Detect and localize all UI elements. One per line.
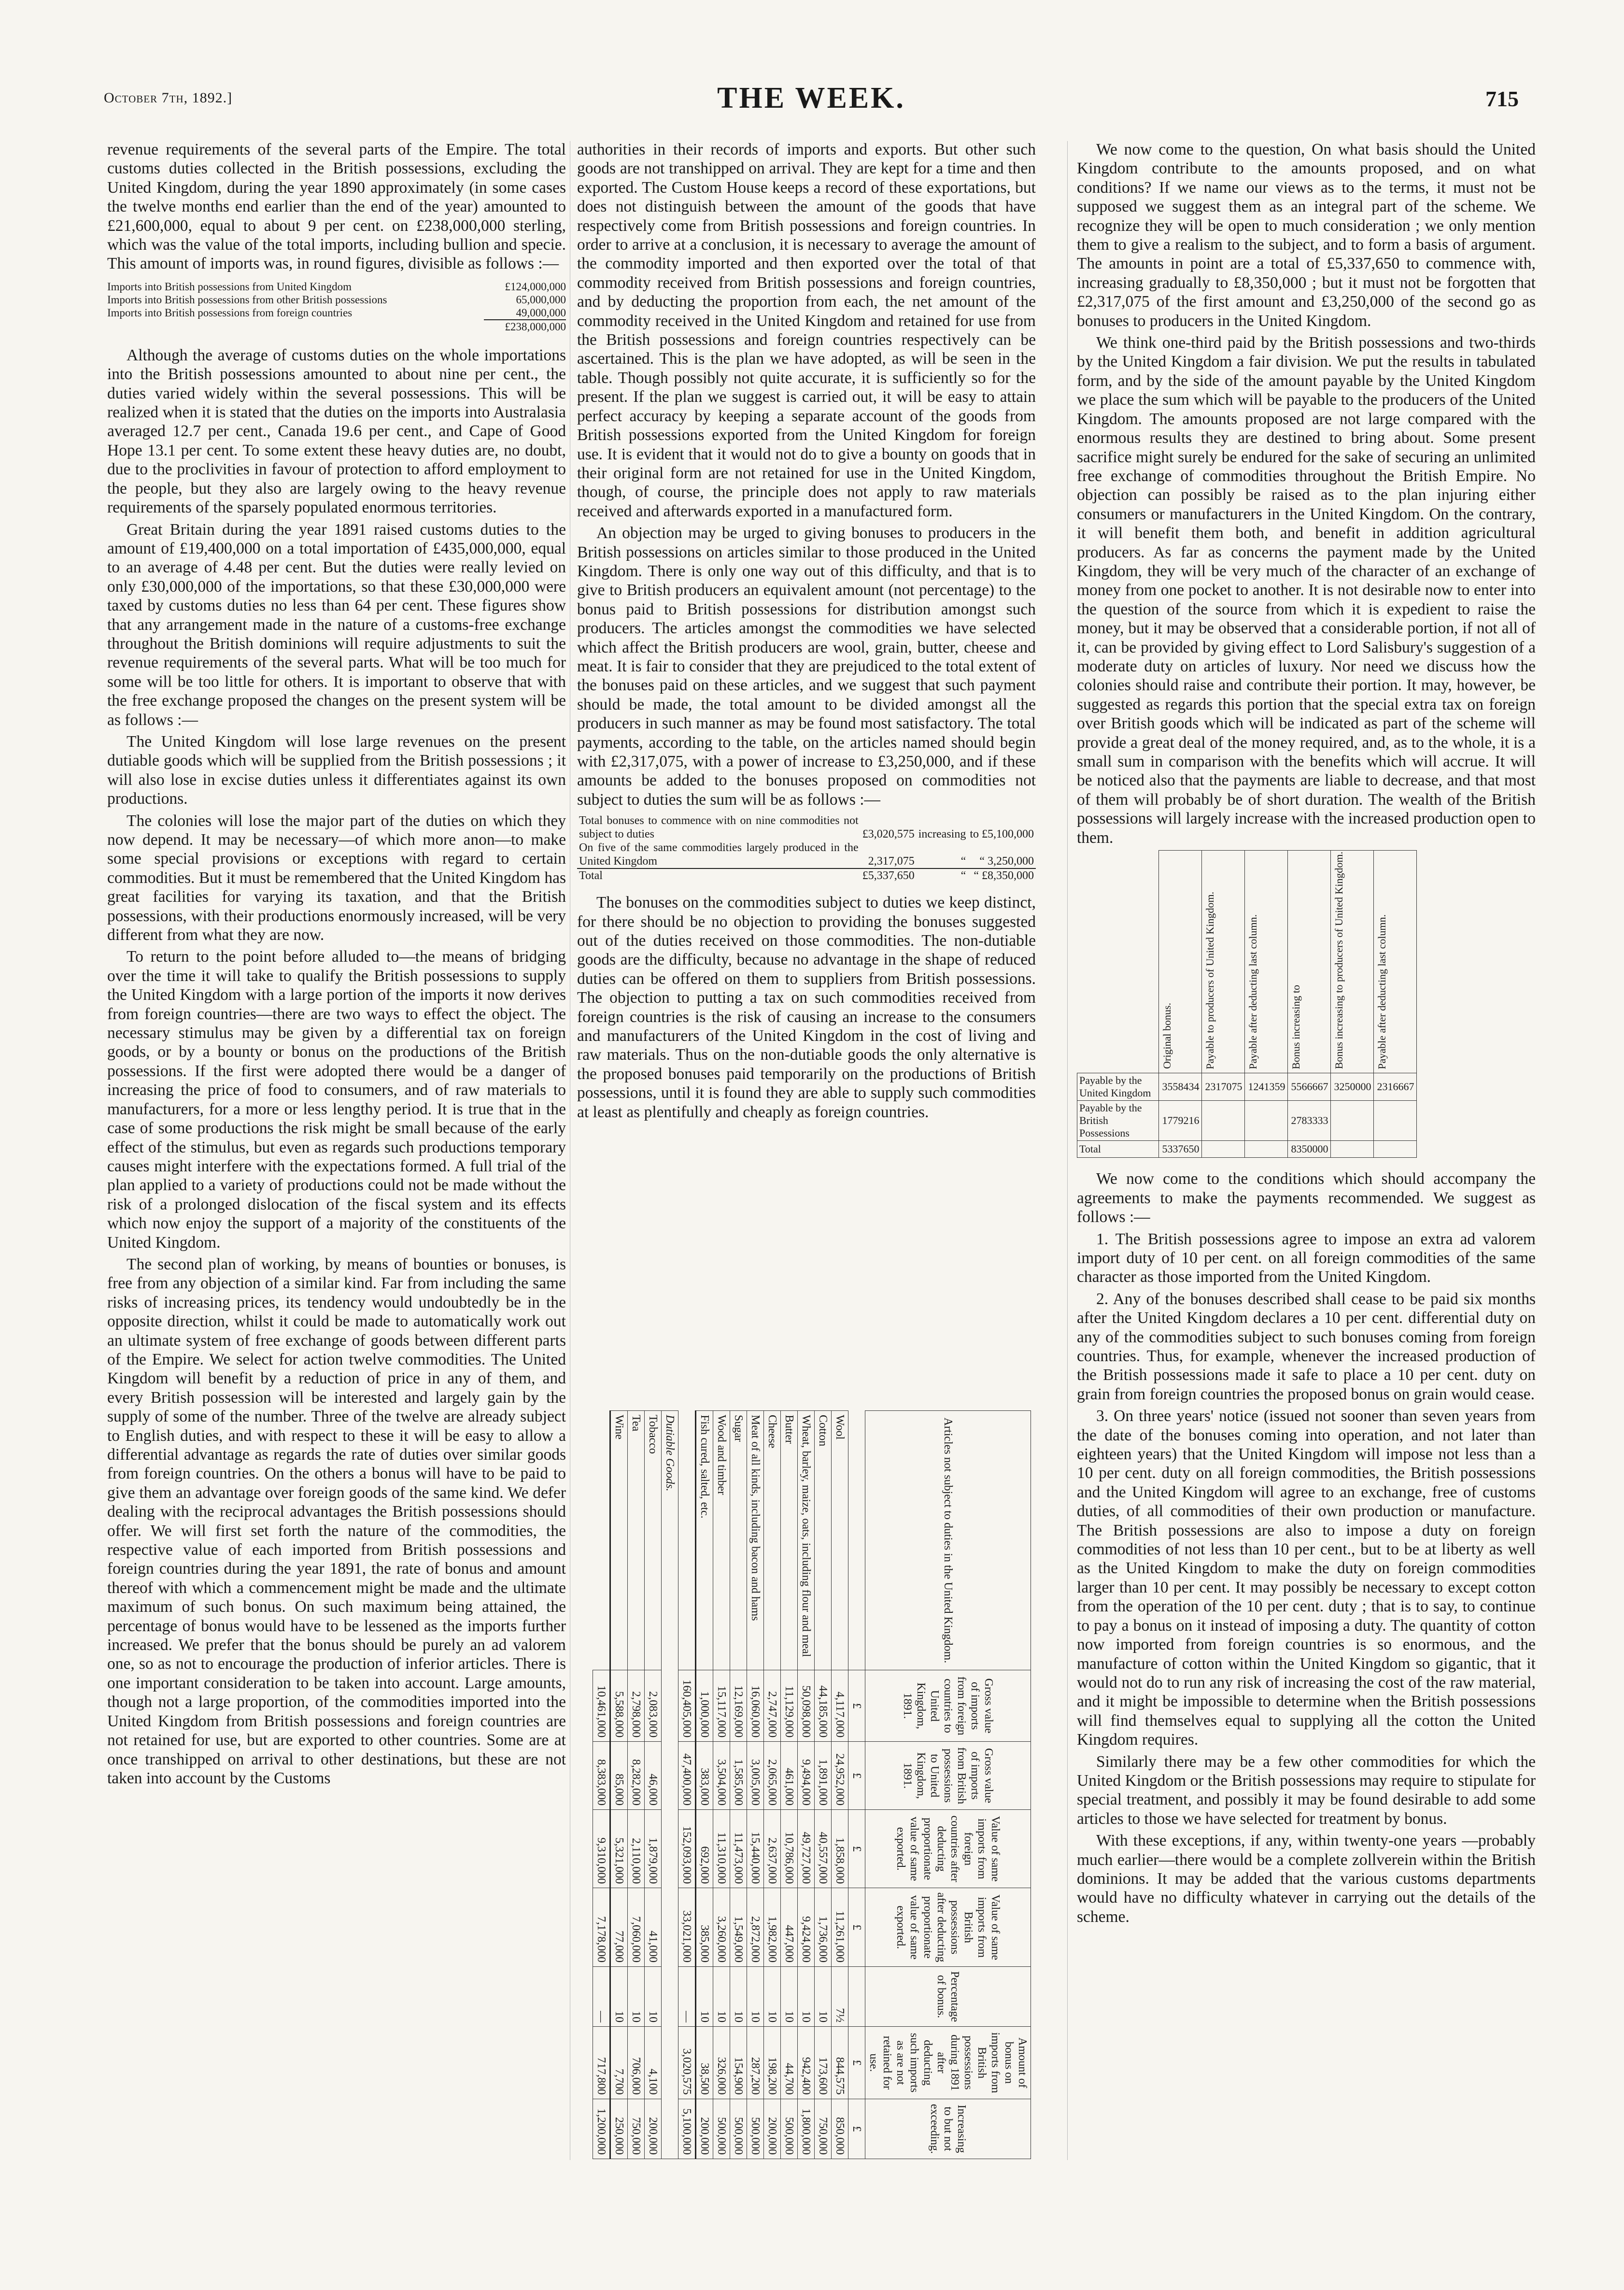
column-header-label: Payable after deducting last column.: [1375, 914, 1388, 1069]
cell: 77,000: [610, 1888, 628, 1967]
cell: [1373, 1101, 1416, 1141]
total-cell: 9,310,000: [593, 1809, 610, 1888]
row-value: £3,020,575: [862, 828, 915, 841]
cell: 850,000: [832, 2099, 848, 2159]
total-cell: 152,093,000: [678, 1809, 696, 1888]
cell: 326,000: [713, 2027, 730, 2099]
column-header: [1330, 851, 1373, 1073]
paragraph: Similarly there may be a few other commodities for which the United Kingdom or the British possessions may require to stipulate for special treatment, and possibly it may be found desirable to add some articles to those we have selected for treatment by bonus.: [1077, 1752, 1536, 1828]
cell: 385,000: [696, 1888, 713, 1967]
total-cell: 10,461,000: [593, 1670, 610, 1742]
table-row: [713, 1411, 730, 2159]
cell: 200,000: [645, 2099, 662, 2159]
cell: 38,500: [696, 2027, 713, 2099]
cell: 10: [713, 1966, 730, 2026]
cell: 2,872,000: [747, 1888, 764, 1967]
cell: 10: [696, 1966, 713, 2026]
cell: 5,588,000: [610, 1670, 628, 1742]
cell: 85,000: [610, 1742, 628, 1810]
cell: 200,000: [696, 2099, 713, 2159]
total-cell: 47,400,000: [678, 1742, 696, 1810]
column-header: Gross value of imports from foreign countries to United Kingdom, 1891.: [865, 1670, 1031, 1742]
cell: 692,000: [696, 1809, 713, 1888]
cell: [1330, 1141, 1373, 1158]
cell: 1,736,000: [815, 1888, 832, 1967]
article-name: Wheat, barley, maize, oats, including flour and meal: [798, 1411, 815, 1670]
cell: 2,798,000: [628, 1670, 645, 1742]
cell: 1,879,000: [645, 1809, 662, 1888]
table-row: [107, 280, 566, 293]
cell: 5,321,000: [610, 1809, 628, 1888]
row-value: “: [917, 868, 968, 882]
cell: 11,129,000: [781, 1670, 798, 1742]
unit-cell: £: [848, 2099, 865, 2159]
column-header: [1244, 851, 1287, 1073]
row-label: Imports into British possessions from United Kingdom: [107, 280, 352, 293]
cell: 1,858,000: [832, 1809, 848, 1888]
table-total-row: [678, 1411, 696, 2159]
cell: 3558434: [1158, 1073, 1201, 1101]
cell: 50,098,000: [798, 1670, 815, 1742]
cell: 9,424,000: [798, 1888, 815, 1967]
commodities-table: [593, 1410, 1031, 2159]
issue-date: October 7th, 1892.]: [104, 90, 233, 106]
cell: 12,169,000: [730, 1670, 747, 1742]
cell: 173,600: [815, 2027, 832, 2099]
cell: 4,100: [645, 2027, 662, 2099]
article-name: Wood and timber: [713, 1411, 730, 1670]
row-value: 49,000,000: [516, 306, 566, 319]
unit-cell: £: [848, 1809, 865, 1888]
table-header-row: [865, 1411, 1031, 2159]
paragraph: The second plan of working, by means of bounties or bonuses, is free from any objection of a similar kind. Far from including the same risks of increasing prices, its tendency would undoubtedly be in the opposite direction, whilst it could be made to automatically work out an ultimate system of free exchange of goods between different parts of the Empire. We select for action twelve commodities. The United Kingdom will benefit by a reduction of price in any of them, and every British possession will be interested and largely gain by the supply of some of the number. Three of the twelve are already subject to English duties, and with respect to these it will be easy to allow a differential advantage as regards the rate of duties over similar goods from foreign countries. On the others a bonus will have to be paid to give them an advantage over foreign goods of the same kind. We defer dealing with the reciprocal advantages the British possessions should offer. We will first set forth the nature of the commodities, the respective value of each imported from British possessions and foreign countries during the year 1891, the rate of bonus and amount thereof with which a commencement might be made and the ultimate maximum of such bonus. On such maximum being attained, the percentage of bonus would have to be lessened as the imports further increased. We prefer that the bonus should be purely an ad valorem one, so as not to encourage the production of inferior articles. There is one important consideration to be taken into account. Large amounts, though not a large proportion, of the commodities imported into the United Kingdom from British possessions and foreign countries are not retained for use, but are exported to other countries. Some are at once transhipped on arrival to other destinations, but these are not taken into account by the Customs: [107, 1255, 566, 1787]
page-number: 715: [1485, 86, 1519, 111]
total-cell: 717,800: [593, 2027, 610, 2099]
cell: 500,000: [713, 2099, 730, 2159]
column-header: Articles not subject to duties in the United Kingdom.: [865, 1411, 1031, 1670]
page-header: [104, 81, 1519, 125]
paragraph: 2. Any of the bonuses described shall cease to be paid six months after the United Kingdom declares a 10 per cent. differential duty on any of the commodities subject to such bonuses coming from foreign countries. Thus, for example, whenever the increased production of the British possessions made it safe to place a 10 per cent. duty on grain from foreign countries the proposed bonus on grain would cease.: [1077, 1290, 1536, 1403]
row-label: On five of the same commodities largely produced in the United Kingdom: [579, 841, 859, 868]
paragraph: Great Britain during the year 1891 raised customs duties to the amount of £19,400,000 on a total importation of £435,000,000, equal to an average of 4.48 per cent. But the duties were really levied on only £30,000,000 of the importations, so that these £30,000,000 were taxed by customs duties no less than 64 per cent. These figures show that any arrangement made in the nature of a customs-free exchange throughout the British dominions will require adjustments to suit the revenue requirements of the several parts. What will be too much for some will be too little for others. It is important to observe that with the free exchange proposed the changes on the present system will be as follows :—: [107, 520, 566, 729]
cell: 500,000: [781, 2099, 798, 2159]
table-row: [781, 1411, 798, 2159]
cell: 7,700: [610, 2027, 628, 2099]
column-2: [577, 140, 1036, 1124]
table-row: [764, 1411, 781, 2159]
row-label: Payable by the British Possessions: [1077, 1101, 1159, 1141]
cell: 1,000,000: [696, 1670, 713, 1742]
row-label: Imports into British possessions from foreign countries: [107, 306, 353, 319]
cell: 10: [747, 1966, 764, 2026]
cell: 3,504,000: [713, 1742, 730, 1810]
column-header-label: Payable after deducting last column.: [1246, 914, 1259, 1069]
cell: [1330, 1101, 1373, 1141]
paragraph: The United Kingdom will lose large revenues on the present dutiable goods which will be supplied from the British possessions ; it will also lose in excise duties unless it differentiates against its own productions.: [107, 732, 566, 808]
table-row: [610, 1411, 628, 2159]
column-header: Percentage of bonus.: [865, 1966, 1031, 2026]
table-total-row: [577, 868, 1036, 882]
row-label: Payable by the United Kingdom: [1077, 1073, 1159, 1101]
cell: 10: [610, 1966, 628, 2026]
column-header: Value of same imports from British possessions after deducting proportionate value of same exported.: [865, 1888, 1031, 1967]
cell: 461,000: [781, 1742, 798, 1810]
table-row: [577, 841, 1036, 868]
row-value: “ 3,250,000: [979, 855, 1034, 868]
cell: [1244, 1141, 1287, 1158]
paragraph: We think one-third paid by the British possessions and two-thirds by the United Kingdom a fair division. We put the results in tabulated form, and by the side of the amount payable by the United Kingdom we place the sum which will be payable to the producers of the United Kingdom. The amounts proposed are not large compared with the enormous results they are destined to bring about. Some present sacrifice might surely be endured for the sake of securing an unlimited free exchange of commodities throughout the British Empire. No objection can possibly be raised as to the plan injuring either consumers or manufacturers in the United Kingdom. On the contrary, it will benefit them both, and benefit in addition agricultural producers. As far as concerns the payment made by the United Kingdom, they will be very much of the character of an exchange of money from one pocket to another. It is not desirable now to enter into the question of the source from which it is expedient to raise the money, but it may be observed that a considerable portion, if not all of it, can be provided by giving effect to Lord Salisbury's suggestion of a moderate duty on articles of luxury. Nor need we discuss how the colonies should raise and contribute their portion. It may, however, be suggested as regards this portion that the special extra tax on foreign over British goods which will be indicated as part of the scheme will provide a great deal of the money required, and, as to the whole, it is a small sum in comparison with the benefits which will accrue. It will be noticed also that the payments are liable to decrease, and that most of them will probably be of short duration. The wealth of the British possessions will largely increase with the increased production open to them.: [1077, 334, 1536, 847]
unit-cell: £: [848, 1888, 865, 1967]
cell: [1373, 1141, 1416, 1158]
unit-cell: £: [848, 1742, 865, 1810]
cell: 2,083,000: [645, 1670, 662, 1742]
row-label: Total: [1077, 1141, 1159, 1158]
cell: 10: [815, 1966, 832, 2026]
cell: 2,747,000: [764, 1670, 781, 1742]
section-heading: Dutiable Goods.: [662, 1411, 678, 2159]
table-total-row: [107, 320, 566, 333]
cell: 1,800,000: [798, 2099, 815, 2159]
total-spacer: [593, 1411, 610, 1670]
cell: 11,473,000: [730, 1809, 747, 1888]
cell: 11,310,000: [713, 1809, 730, 1888]
total-cell: 5,100,000: [678, 2099, 696, 2159]
cell: 44,185,000: [815, 1670, 832, 1742]
cell: 198,200: [764, 2027, 781, 2099]
total-spacer: [678, 1411, 696, 1670]
table-row: [1077, 1141, 1417, 1158]
cell: 447,000: [781, 1888, 798, 1967]
total-cell: 33,021,000: [678, 1888, 696, 1967]
cell: 44,700: [781, 2027, 798, 2099]
column-header-label: Payable to producers of United Kingdom.: [1203, 891, 1216, 1069]
cell: 5566667: [1287, 1073, 1330, 1101]
table-row: [107, 306, 566, 320]
row-label: Total bonuses to commence with on nine commodities not subject to duties: [579, 814, 859, 841]
cell: 750,000: [815, 2099, 832, 2159]
row-value: to £5,100,000: [970, 828, 1034, 841]
article-name: Butter: [781, 1411, 798, 1670]
column-3: [1077, 140, 1536, 1929]
table-total-row: [593, 1411, 610, 2159]
cell: [1201, 1141, 1244, 1158]
column-header-label: Bonus increasing to: [1289, 984, 1302, 1069]
cell: 1779216: [1158, 1101, 1201, 1141]
cell: 250,000: [610, 2099, 628, 2159]
article-name: Wool: [832, 1411, 848, 1670]
table-row: [1077, 1073, 1417, 1101]
paragraph: We now come to the conditions which should accompany the agreements to make the payments recommended. We suggest as follows :—: [1077, 1170, 1536, 1226]
cell: 10: [798, 1966, 815, 2026]
cell: 200,000: [764, 2099, 781, 2159]
article-name: Tea: [628, 1411, 645, 1670]
cell: 8,282,000: [628, 1742, 645, 1810]
cell: 1,549,000: [730, 1888, 747, 1967]
row-value: £124,000,000: [505, 280, 566, 293]
column-header: Amount of bonus on imports from British possessions during 1891 after deducting such imports as are not retained for use.: [865, 2027, 1031, 2099]
cell: 3250000: [1330, 1073, 1373, 1101]
paragraph: The bonuses on the commodities subject to duties we keep distinct, for there should be no objection to providing the bonuses suggested out of the duties received on those commodities. The non-dutiable goods are the difficulty, because no advantage in the shape of reduced duties can be offered on them to suppliers from British possessions. The objection to putting a tax on such commodities received from foreign countries is the risk of causing an increase to the consumers and manufacturers of the United Kingdom in the cost of living and raw materials. Thus on the non-dutiable goods the only alternative is the proposed bonuses paid temporarily on the productions of British possessions, until it is found they are able to supply such commodities at least as plentifully and cheaply as foreign countries.: [577, 894, 1036, 1121]
cell: 2,065,000: [764, 1742, 781, 1810]
cell: [1244, 1101, 1287, 1141]
cell: 10: [628, 1966, 645, 2026]
section-row: [662, 1411, 678, 2159]
table-row: [577, 814, 1036, 841]
table-row: [696, 1411, 713, 2159]
unit-cell: [848, 1966, 865, 2026]
cell: 1,585,000: [730, 1742, 747, 1810]
cell: 750,000: [628, 2099, 645, 2159]
table-row: [645, 1411, 662, 2159]
cell: 7½: [832, 1966, 848, 2026]
cell: 287,200: [747, 2027, 764, 2099]
row-label: Imports into British possessions from other British possessions: [107, 293, 387, 306]
cell: 2,110,000: [628, 1809, 645, 1888]
paragraph: We now come to the question, On what basis should the United Kingdom contribute to the amounts proposed, and on what conditions? If we name our views as to the terms, it must not be supposed we suggest them as an integral part of the scheme. We recognize they will be open to much consideration ; we only mention them to give a realism to the subject, and to form a basis of argument. The amounts in point are a total of £5,337,650 to commence with, increasing gradually to £8,350,000 ; but it must not be forgotten that £2,317,075 of the first amount and £3,250,000 of the second go as bonuses to producers in the United Kingdom.: [1077, 141, 1536, 330]
paragraph: Although the average of customs duties on the whole importations into the British possessions amounted to about nine per cent., the duties varied widely within the several possessions. This will be realized when it is stated that the duties on the imports into Australasia averaged 12.7 per cent., Canada 19.6 per cent., and Cape of Good Hope 13.1 per cent. To some extent these heavy duties are, no doubt, due to the proclivities in favour of protection to afford employment to the people, but they also are largely owing to the heavy revenue requirements of the sparsely populated enormous territories.: [107, 346, 566, 517]
column-header: Gross value of imports from British possessions to United Kingdom, 1891.: [865, 1742, 1031, 1810]
cell: 706,000: [628, 2027, 645, 2099]
total-cell: 3,020,575: [678, 2027, 696, 2099]
article-name: Fish cured, salted, etc.: [696, 1411, 713, 1670]
bonus-summary-table: [577, 814, 1036, 882]
cell: 8350000: [1287, 1141, 1330, 1158]
cell: 15,440,000: [747, 1809, 764, 1888]
total-cell: 1,200,000: [593, 2099, 610, 2159]
article-name: Meat of all kinds, including bacon and hams: [747, 1411, 764, 1670]
cell: 844,575: [832, 2027, 848, 2099]
table-row: [730, 1411, 747, 2159]
total-cell: —: [593, 1966, 610, 2026]
paragraph: With these exceptions, if any, within twenty-one years —probably much earlier—there would be a complete zollverein within the British dominions. It may be added that the various customs departments would have no difficulty whatever in carrying out the details of the scheme.: [1077, 1832, 1536, 1926]
cell: 7,060,000: [628, 1888, 645, 1967]
table-row: [798, 1411, 815, 2159]
cell: 10: [764, 1966, 781, 2026]
article-name: Cotton: [815, 1411, 832, 1670]
cell: [1201, 1101, 1244, 1141]
column-rule: [1067, 141, 1068, 2160]
cell: 40,557,000: [815, 1809, 832, 1888]
row-label: Total: [577, 868, 861, 882]
table-row: [832, 1411, 848, 2159]
row-value: £5,337,650: [861, 868, 917, 882]
cell: 4,117,000: [832, 1670, 848, 1742]
total-value: £238,000,000: [484, 320, 566, 333]
cell: 500,000: [747, 2099, 764, 2159]
units-row: [848, 1411, 865, 2159]
unit-cell: £: [848, 1670, 865, 1742]
payments-table: [1077, 850, 1417, 1158]
cell: 383,000: [696, 1742, 713, 1810]
paragraph: To return to the point before alluded to—the means of bridging over the time it will take to qualify the British possessions to supply the United Kingdom with a large portion of the imports it now derives from foreign countries—there are two ways to effect the object. The necessary stimulus may be given by a differential tax on foreign goods, or by a bounty or bonus on the productions of the British possessions. If the first were adopted there would be a danger of increasing the price of food to consumers, and of raw materials to manufacturers, for a more or less lengthy period. It is true that in the case of some productions the risk might be small because of the early effect of the stimulus, but even as regards such productions temporary causes might interfere with the expectations formed. A full trial of the plan applied to a variety of productions could not be made without the risk of a prolonged dislocation of the fiscal system and its effects which now enjoy the support of a majority of the constituents of the United Kingdom.: [107, 948, 566, 1252]
cell: 10: [730, 1966, 747, 2026]
table-header-row: [1077, 851, 1417, 1073]
column-header: [1158, 851, 1201, 1073]
unit-cell: £: [848, 2027, 865, 2099]
cell: 10: [645, 1966, 662, 2026]
cell: 2783333: [1287, 1101, 1330, 1141]
paragraph: revenue requirements of the several parts of the Empire. The total customs duties collected in the British possessions, excluding the United Kingdom, during the year 1890 approximately (in some cases the twelve months end earlier than the end of the year) amounted to £21,600,000, equal to about 9 per cent. on £238,000,000 sterling, which was the value of the total imports, including bullion and specie. This amount of imports was, in round figures, divisible as follows :—: [107, 141, 566, 273]
paragraph: The colonies will lose the major part of the duties on which they now depend. It may be necessary—of which more anon—to make some special provisions or exceptions with regard to certain commodities. But it must be remembered that the United Kingdom has great facilities for varying its taxation, and that the British possessions, with their productions enormously increased, will be very different from what they are now.: [107, 811, 566, 944]
publication-title: THE WEEK.: [717, 82, 905, 114]
row-value: increasing: [918, 828, 966, 841]
column-1: [107, 140, 566, 1791]
table-row: [107, 293, 566, 306]
cell: 10: [781, 1966, 798, 2026]
column-header-label: Bonus increasing to producers of United Kingdom.: [1332, 852, 1345, 1069]
cell: 16,060,000: [747, 1670, 764, 1742]
cell: 46,000: [645, 1742, 662, 1810]
table-row: [628, 1411, 645, 2159]
total-cell: 7,178,000: [593, 1888, 610, 1967]
column-header: Value of same imports from foreign countries after deducting proportionate value of same exported.: [865, 1809, 1031, 1888]
cell: 3,005,000: [747, 1742, 764, 1810]
units-spacer: [848, 1411, 865, 1670]
row-value: “ £8,350,000: [968, 868, 1036, 882]
paragraph: An objection may be urged to giving bonuses to producers in the British possessions on articles similar to those produced in the United Kingdom. There is only one way out of this difficulty, and that is to give to British producers an equivalent amount (not percentage) to the bonus paid to British possessions for distribution amongst such producers. The articles amongst the commodities we have selected which affect the British producers are wool, grain, butter, cheese and meat. It is fair to consider that they are prejudiced to the total extent of the bonuses paid on these articles, and we suggest that such payment should be made, the total amount to be divided amongst all the producers in such manner as may be found most satisfactory. The total payments, according to the table, on the articles named should begin with £2,317,075, with a power of increase to £3,250,000, and if these amounts be added to the bonuses proposed on commodities not subject to duties the sum will be as follows :—: [577, 524, 1036, 809]
column-header: [1373, 851, 1416, 1073]
paragraph: authorities in their records of imports and exports. But other such goods are not transhipped on arrival. They are kept for a time and then exported. The Custom House keeps a record of these exportations, but does not distinguish between the amount of the goods that have respectively come from British possessions and foreign countries. In order to arrive at a conclusion, it is necessary to average the amount of the commodity imported and then exported over the total of that commodity received from British possessions and foreign countries, and by deducting the proportion from each, the net amount of the commodity received in the United Kingdom and retained for use from the British possessions and foreign countries respectively can be ascertained. This is the plan we have adopted, as will be seen in the table. Though possibly not quite accurate, it is sufficiently so for the present. If the plan we suggest is carried out, it will be easy to attain perfect accuracy by keeping a separate account of the goods from British possessions exported from the United Kingdom for foreign use. It is evident that it would not do to give a bounty on goods that in their original form are not retained for use in the United Kingdom, though, of course, the principle does not apply to raw materials received and afterwards exported in a manufactured form.: [577, 141, 1036, 520]
table-row: [747, 1411, 764, 2159]
cell: 11,261,000: [832, 1888, 848, 1967]
column-header-label: Original bonus.: [1160, 1003, 1173, 1069]
article-name: Tobacco: [645, 1411, 662, 1670]
paragraph: 1. The British possessions agree to impose an extra ad valorem import duty of 10 per cent. on all foreign commodities of the same character as those imported from the United Kingdom.: [1077, 1230, 1536, 1286]
cell: 41,000: [645, 1888, 662, 1967]
commodities-table-wrapper: [577, 1410, 1031, 2159]
cell: 3,260,000: [713, 1888, 730, 1967]
cell: 10,786,000: [781, 1809, 798, 1888]
table-row: [1077, 1101, 1417, 1141]
total-cell: —: [678, 1966, 696, 2026]
column-header: [1201, 851, 1244, 1073]
column-header: Increasing to but not exceeding.: [865, 2099, 1031, 2159]
cell: 15,117,000: [713, 1670, 730, 1742]
cell: 24,952,000: [832, 1742, 848, 1810]
cell: 2316667: [1373, 1073, 1416, 1101]
column-header: [1287, 851, 1330, 1073]
cell: 5337650: [1158, 1141, 1201, 1158]
cell: 500,000: [730, 2099, 747, 2159]
total-cell: 8,383,000: [593, 1742, 610, 1810]
cell: 1,891,000: [815, 1742, 832, 1810]
cell: 2,637,000: [764, 1809, 781, 1888]
article-name: Cheese: [764, 1411, 781, 1670]
cell: 942,400: [798, 2027, 815, 2099]
row-value: “: [960, 855, 966, 868]
imports-table: [107, 280, 566, 333]
row-value: 65,000,000: [516, 293, 566, 306]
article-name: Sugar: [730, 1411, 747, 1670]
cell: 1,982,000: [764, 1888, 781, 1967]
cell: 2317075: [1201, 1073, 1244, 1101]
cell: 9,494,000: [798, 1742, 815, 1810]
paragraph: 3. On three years' notice (issued not sooner than seven years from the date of the bonuses coming into operation, and not later than eighteen years) that the United Kingdom will impose not less than a 10 per cent. duty on all foreign commodities, the British possessions and the United Kingdom will agree to an exchange, free of customs duties, of all commodities of their own production or manufacture. The British possessions are also to impose a duty on foreign commodities of not less than 10 per cent., but to be at liberty as well as the United Kingdom to make the duty on foreign commodities larger than 10 per cent. It may possibly be necessary to except cotton from the operation of the 10 per cent. duty ; that is to say, to continue to pay a bonus on it instead of imposing a duty. The quantity of cotton now imported from foreign countries is so enormous, and the manufacture of cotton within the United Kingdom so gigantic, that it would not do to run any risk of increasing the cost of the raw material, and it might be impossible to determine when the British possessions will find themselves equal to supplying all the cotton the United Kingdom requires.: [1077, 1407, 1536, 1749]
table-row: [815, 1411, 832, 2159]
cell: 1241359: [1244, 1073, 1287, 1101]
article-name: Wine: [610, 1411, 628, 1670]
cell: 49,727,000: [798, 1809, 815, 1888]
row-value: 2,317,075: [868, 855, 915, 868]
cell: 154,900: [730, 2027, 747, 2099]
total-cell: 160,405,000: [678, 1670, 696, 1742]
